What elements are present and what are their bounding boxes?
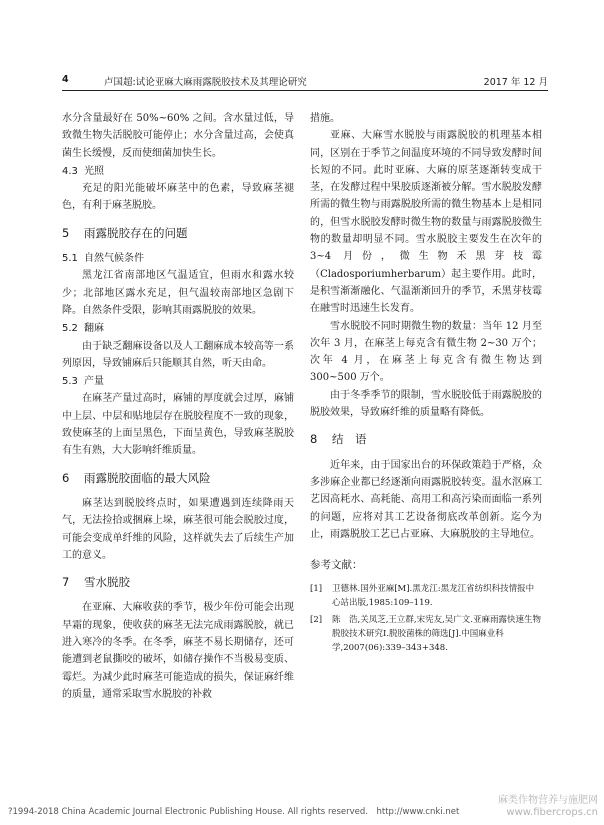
- running-header: [62, 70, 548, 91]
- subsection-heading-5-3: 5.3 产量: [62, 376, 104, 388]
- paragraph: 在麻茎产量过高时，麻铺的厚度就会过厚，麻铺中上层、中层和贴地层存在脱胶程度不一致的现象，致使麻茎的上面呈黑色，下面呈黄色，导致麻茎脱胶有生有熟，大大影响纤维质量。: [62, 393, 294, 457]
- paragraph: 措施。: [310, 113, 340, 124]
- issue-date: 2017 年 12 月: [483, 77, 548, 88]
- reference-item: [1] 卫德林.国外亚麻[M].黑龙江:黑龙江省纺织科技情报中心站出版,1985:109–119.: [310, 584, 535, 609]
- references-heading: 参考文献：: [310, 559, 363, 572]
- paragraph: 由于缺乏翻麻设备以及人工翻麻成本较高等一系列原因，导致铺麻后只能顺其自然，听天由命。: [62, 340, 294, 369]
- subsection-heading-4-3: 4.3 光照: [62, 165, 104, 177]
- right-column: [310, 110, 542, 658]
- paragraph: 由于冬季季节的限制，雪水脱胶低于雨露脱胶的脱胶效果，导致麻纤维的质量略有降低。: [310, 389, 542, 419]
- copyright-footer: ?1994-2018 China Academic Journal Electronic Publishing House. All rights reserved. http://www.cnki.net: [8, 807, 460, 817]
- section-heading-7: 7 雪水脱胶: [62, 575, 130, 590]
- running-title: 卢国超:试论亚麻大麻雨露脱胶技术及其理论研究: [104, 77, 307, 88]
- section-heading-5: 5 雨露脱胶存在的问题: [62, 225, 188, 240]
- page-number: 4: [62, 74, 69, 85]
- section-heading-6: 6 雨露脱胶面临的最大风险: [62, 470, 211, 485]
- section-heading-8: 8 结 语: [310, 432, 367, 447]
- paragraph: 黑龙江省南部地区气温适宜，但雨水和露水较少；北部地区露水充足，但气温较南部地区急剧下降。自然条件受限，影响其雨露脱胶的效果。: [62, 270, 294, 316]
- subsection-heading-5-2: 5.2 翻麻: [62, 323, 104, 335]
- paragraph: 水分含量最好在 50%~60% 之间。含水量过低，导致微生物失活脱胶可能停止；水分含量过高，会使真菌生长缓慢，反而使细菌加快生长。: [62, 113, 294, 159]
- site-watermark: 麻类作物营养与施肥网 www.fibercrops.cn: [498, 795, 598, 818]
- paragraph: 雪水脱胶不同时期微生物的数量：当年 12 月至次年 3 月，在麻茎上每克含有微生物 2~30 万个；次年 4 月，在麻茎上每克含有微生物达到 300~500 万个。: [310, 320, 542, 384]
- reference-item: [2] 陈 浩,关凤芝,王立群,宋宪友,吴广文.亚麻雨露快速生物脱胶技术研究Ⅰ.脱胶菌株的筛选[J].中国麻业科学,2007(06):339–343+348.: [310, 615, 542, 654]
- paragraph: 亚麻、大麻雪水脱胶与雨露脱胶的机理基本相同，区别在于季节之间温度环境的不同导致发酵时间长短的不同。此时亚麻、大麻的原茎逐渐转变成干茎，在发酵过程中果胶质逐渐被分解。雪水脱胶发酵所需的微生物与雨露脱胶所需的微生物基本上是相同的，但雪水脱胶发酵时微生物的数量与雨露脱胶微生物的数量却明显不同。雪水脱胶主要发生在次年的 3~4 月份，微生物禾黑芽枝霉（Cladosporiumherbarum）起主要作用。此时，是积雪渐渐融化、气温渐渐回升的季节，禾黑芽枝霉在融雪时迅速生长发育。: [310, 130, 542, 315]
- paragraph: 近年来，由于国家出台的环保政策趋于严格，众多涉麻企业都已经逐渐向雨露脱胶转变。温水沤麻工艺因高耗水、高耗能、高用工和高污染而面临一系列的问题，应将对其工艺设备彻底改革创新。迄今为止，雨露脱胶工艺已占亚麻、大麻脱胶的主导地位。: [310, 459, 542, 540]
- paragraph: 麻茎达到脱胶终点时，如果遭遇到连续降雨天气，无法捡拾或捆麻上垛，麻茎很可能会脱胶过度，可能会变成单纤维的风险，这样就失去了后续生产加工的意义。: [62, 497, 294, 561]
- left-column: [62, 110, 294, 703]
- subsection-heading-5-1: 5.1 自然气候条件: [62, 253, 144, 265]
- paragraph: 在亚麻、大麻收获的季节，极少年份可能会出现早霜的现象，使收获的麻茎无法完成雨露脱胶，就已进入寒冷的冬季。在冬季，麻茎不易长期储存，还可能遭到老鼠撕咬的破坏，如储存操作不当极易变质、霉烂。为减少此时麻茎可能造成的损失，保证麻纤维的质量，通常采取雪水脱胶的补救: [62, 602, 294, 700]
- paragraph: 充足的阳光能破坏麻茎中的色素，导致麻茎褪色，有利于麻茎脱胶。: [62, 183, 294, 212]
